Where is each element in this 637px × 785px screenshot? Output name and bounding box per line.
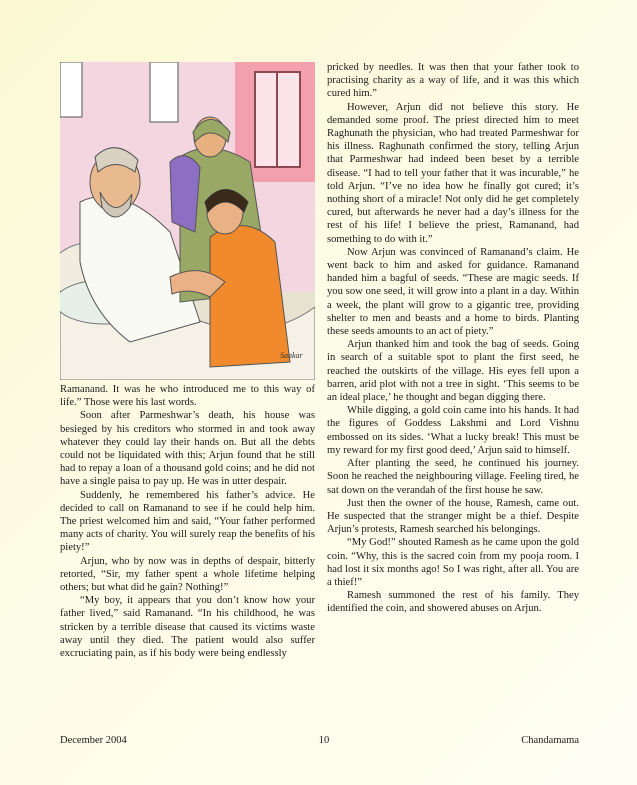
- right-column: [327, 61, 579, 616]
- paragraph: Arjun thanked him and took the bag of seeds. Going in search of a suitable spot to plant the first seed, he reached the outskirts of the village. His eyes fell upon a barren, arid plot with not a tree in sight. ‘This seems to be an ideal place,’ he thought and began digging there.: [327, 339, 579, 404]
- svg-text:Sankar: Sankar: [280, 351, 303, 360]
- footer-publication: Chandamama: [521, 735, 579, 746]
- footer-date: December 2004: [60, 735, 127, 746]
- footer-page-number: 10: [318, 735, 330, 746]
- page-footer: [60, 735, 579, 746]
- left-column: [60, 383, 315, 660]
- paragraph: While digging, a gold coin came into his hands. It had the figures of Goddess Lakshmi and Lord Vishnu embossed on its sides. ‘What a lucky break! This must be my reward for my first good deed,’ Arjun said to himself.: [327, 405, 579, 456]
- paragraph: Just then the owner of the house, Ramesh, came out. He suspected that the stranger might be a thief. Despite Arjun’s protests, Ramesh searched his belongings.: [327, 497, 579, 536]
- paragraph: However, Arjun did not believe this story. He demanded some proof. The priest directed him to meet Raghunath the physician, who had treated Parmeshwar for his illness. Raghunath confirmed the story, telling Arjun that Parmeshwar had indeed been beset by a terrible disease. “I had to tell your father that it was incurable,” he told Arjun. “I’ve no idea how he finally got cured; it’s nothing short of a miracle! Not only did he get completely cured, but afterwards he never had a day’s illness for the rest of his life! I believe the priest, Ramanand, had something to do with it.”: [327, 101, 579, 245]
- paragraph: After planting the seed, he continued his journey. Soon he reached the neighbouring village. Feeling tired, he sat down on the verandah of the first house he saw.: [327, 458, 579, 496]
- paragraph: Ramanand. It was he who introduced me to this way of life.” Those were his last words.: [60, 384, 315, 409]
- paragraph: “My boy, it appears that you don’t know how your father lived,” said Ramanand. “In his childhood, he was stricken by a terrible disease that caused its victims waste away until they died. The patient would also suffer excruciating pain, as if his body were being endlessly: [60, 595, 315, 660]
- story-illustration: [60, 62, 315, 380]
- paragraph: “My God!” shouted Ramesh as he came upon the gold coin. “Why, this is the sacred coin from my pooja room. I had lost it six months ago! So I was right, after all. You are a thief!”: [327, 537, 579, 588]
- paragraph: Soon after Parmeshwar’s death, his house was besieged by his creditors who stormed in and took away whatever they could lay their hands on. But all the debts could not be liquidated with this; Arjun found that he still had to repay a loan of a thousand gold coins; and he did not have a single paisa to pay up. He was in utter despair.: [60, 410, 315, 488]
- paragraph: Ramesh summoned the rest of his family. They identified the coin, and showered abuses on Arjun.: [327, 590, 579, 615]
- paragraph: Arjun, who by now was in depths of despair, bitterly retorted, “Sir, my father spent a whole lifetime helping others; but what did he gain? Nothing!”: [60, 555, 315, 594]
- paragraph: Now Arjun was convinced of Ramanand’s claim. He went back to him and asked for guidance. Ramanand handed him a bagful of seeds. “These are magic seeds. If you sow one seed, it will grow into a plant in a day. Within a week, the plant will grow to a gigantic tree, providing shelter to men and beasts and a home to birds. Planting these seeds amounts to an act of piety.”: [327, 246, 579, 338]
- paragraph: Suddenly, he remembered his father’s advice. He decided to call on Ramanand to see if he could help him. The priest welcomed him and said, “Your father performed many acts of charity. You will surely reap the benefits of his piety!”: [60, 489, 315, 554]
- paragraph: pricked by needles. It was then that your father took to practising charity as a way of life, and it was this which cured him.”: [327, 62, 579, 100]
